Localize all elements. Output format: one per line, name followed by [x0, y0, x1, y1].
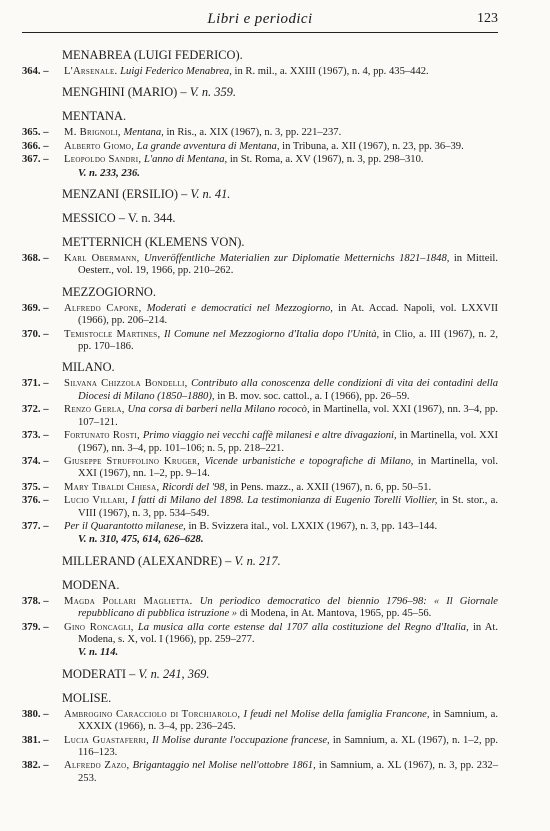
- entry-number: 376. –: [22, 495, 49, 507]
- entry-citation: in At. Modena, s. X, vol. I (1966), pp. 259–277.: [78, 621, 499, 645]
- bibliography-entry: [22, 127, 498, 139]
- entry-author: Magda Pollari Maglietta.: [64, 595, 193, 607]
- subject-heading: [62, 572, 498, 596]
- entry-title: Unveröffentliche Materialien zur Diplomatie Metternichs 1821–1848,: [144, 253, 450, 265]
- entry-see-also: V. n. 310, 475, 614, 626–628.: [78, 534, 204, 546]
- entry-text: [64, 303, 498, 328]
- entry-text: [64, 66, 498, 78]
- entry-number: 375. –: [22, 481, 49, 493]
- entry-citation: in Martinella, vol. XXI (1967), nn. 3–4, pp. 107–121.: [78, 404, 499, 428]
- entry-text: [64, 622, 498, 647]
- bibliography-entry: [22, 378, 498, 403]
- entry-citation: in Martinella, vol. XXI (1967), nn. 1–2, pp. 9–14.: [78, 455, 498, 480]
- entry-number: 369. –: [22, 302, 49, 314]
- entry-number: 378. –: [22, 595, 49, 607]
- entry-citation: in Martinella, vol. XXI (1967), nn. 3–4, pp. 101–106; n. 5, pp. 218–221.: [78, 430, 498, 454]
- subject-heading: [62, 42, 498, 66]
- entry-author: Renzo Gerla,: [64, 404, 125, 416]
- entry-number: 380. –: [22, 708, 49, 720]
- entry-number: 365. –: [22, 127, 49, 139]
- subject-heading: [62, 181, 498, 205]
- entry-author: Lucio Villari,: [64, 495, 129, 507]
- subject-heading: [62, 79, 498, 103]
- entry-author: L'Arsenale.: [64, 66, 118, 77]
- entry-text: [64, 253, 498, 278]
- heading-text: MODENA.: [62, 577, 120, 592]
- entry-number: 373. –: [22, 430, 49, 442]
- entry-citation: in B. mov. soc. cattol., a. I (1966), pp. 26–59.: [217, 390, 410, 402]
- heading-text: MESSICO – V. n. 344.: [62, 211, 176, 226]
- entry-number: 379. –: [22, 621, 49, 633]
- entry-citation: in At. Accad. Napoli, vol. LXXVII (1966), pp. 206–214.: [78, 302, 499, 327]
- entry-author: Lucia Guastaferri,: [64, 734, 150, 746]
- bibliography-entry: [22, 66, 498, 78]
- entry-number: 368. –: [22, 253, 49, 265]
- entry-title: Moderati e democratici nel Mezzogiorno,: [146, 302, 333, 314]
- entry-author: Alberto Giomo,: [64, 140, 135, 152]
- bibliography-entry: [22, 482, 498, 494]
- heading-cross-reference: – V. n. 41.: [177, 187, 231, 202]
- subject-heading: [62, 279, 498, 303]
- heading-text: MENGHINI (MARIO): [62, 85, 178, 100]
- subject-heading: [62, 229, 498, 253]
- entry-number: 372. –: [22, 404, 49, 416]
- entry-text: [64, 127, 498, 139]
- subject-heading: [62, 685, 498, 709]
- heading-text: MENTANA.: [62, 109, 127, 124]
- page-number: 123: [477, 11, 498, 26]
- entry-author: Gino Roncagli,: [64, 621, 134, 633]
- bibliography-entry: [22, 596, 498, 621]
- bibliography-entry: [22, 521, 498, 547]
- subject-heading: [62, 354, 498, 378]
- entry-citation: in Pens. mazz., a. XXII (1967), n. 6, pp. 50–51.: [229, 481, 432, 493]
- entry-author: Alfredo Zazo,: [64, 760, 130, 772]
- entry-title: I fatti di Milano del 1898. La testimonianza di Eugenio Torelli Viollier,: [131, 495, 438, 507]
- entry-citation: in Clio, a. III (1967), n. 2, pp. 170–186.: [78, 328, 498, 353]
- entry-text: [64, 760, 498, 785]
- bibliography-entry: [22, 622, 498, 660]
- entry-title: La grande avventura di Mentana,: [136, 140, 280, 152]
- entry-see-also: V. n. 114.: [78, 647, 119, 659]
- entry-title: La musica alla corte estense dal 1707 alla costituzione del Regno d'Italia,: [137, 621, 469, 633]
- entry-number: 366. –: [22, 140, 49, 152]
- entry-text: [64, 521, 498, 533]
- heading-text: MODERATI: [62, 666, 127, 681]
- entry-author: M. Brignoli,: [64, 127, 121, 139]
- bibliography-entry: [22, 329, 498, 354]
- entry-text: [64, 329, 498, 354]
- entry-text: [64, 154, 498, 166]
- entry-title: Un periodico democratico del biennio 1796–98: « Il Giornale repubblicano di pubblica istruzione »: [78, 595, 498, 620]
- heading-text: MILANO.: [62, 360, 115, 375]
- entry-number: 371. –: [22, 378, 49, 390]
- heading-text: MOLISE.: [62, 690, 112, 705]
- entry-text: [64, 596, 498, 621]
- entry-text: [64, 495, 498, 520]
- entry-title: Luigi Federico Menabrea,: [120, 66, 232, 77]
- heading-text: MENABREA (LUIGI FEDERICO).: [62, 48, 243, 62]
- bibliography-entry: [22, 141, 498, 153]
- entry-citation: in B. Svizzera ital., vol. LXXIX (1967), n. 3, pp. 143–144.: [188, 520, 438, 532]
- heading-cross-reference: – V. n. 217.: [222, 553, 281, 568]
- entry-title: L'anno di Mentana,: [143, 154, 228, 166]
- bibliography-body: [22, 42, 498, 786]
- entry-citation: in St. Roma, a. XV (1967), n. 3, pp. 298–310.: [229, 154, 424, 166]
- running-header: [22, 10, 498, 33]
- entry-text: [64, 456, 498, 481]
- bibliography-entry: [22, 456, 498, 481]
- entry-citation: in R. mil., a. XXIII (1967), n. 4, pp. 435–442.: [234, 66, 429, 77]
- entry-number: 382. –: [22, 760, 49, 772]
- entry-author: Mary Tibaldi Chiesa,: [64, 481, 160, 493]
- entry-title: Vicende urbanistiche e topografiche di Milano,: [204, 455, 414, 467]
- entry-citation: di Modena, in At. Mantova, 1965, pp. 45–56.: [239, 608, 432, 620]
- entry-author: Silvana Chizzola Bondelli,: [64, 378, 188, 390]
- subject-heading: [62, 205, 498, 229]
- heading-cross-reference: – V. n. 359.: [177, 85, 236, 100]
- bibliography-entry: [22, 303, 498, 328]
- entry-citation: in Samnium, a. XL (1967), n. 1–2, pp. 116–123.: [78, 734, 498, 758]
- entry-title: Per il Quarantotto milanese,: [64, 520, 186, 532]
- entry-citation: in Tribuna, a. XII (1967), n. 23, pp. 36–39.: [282, 140, 464, 152]
- entry-number: 364. –: [22, 66, 49, 77]
- heading-cross-reference: – V. n. 241, 369.: [126, 666, 210, 681]
- heading-text: METTERNICH (KLEMENS VON).: [62, 235, 245, 250]
- entry-citation: in St. stor., a. VIII (1967), n. 3, pp. 534–549.: [78, 495, 498, 519]
- entry-see-also: V. n. 233, 236.: [78, 167, 140, 179]
- entry-text: [64, 141, 498, 153]
- entry-text: [64, 709, 498, 734]
- subject-heading: [62, 661, 498, 685]
- bibliography-entry: [22, 760, 498, 785]
- entry-text: [64, 404, 498, 429]
- entry-title: Il Molise durante l'occupazione francese,: [152, 734, 330, 746]
- entry-title: Ricordi del '98,: [162, 481, 228, 493]
- entry-author: Ambrogino Caracciolo di Torchiarolo,: [64, 708, 241, 720]
- running-title: Libri e periodici: [207, 11, 313, 27]
- entry-citation: in Samnium, a. XXXIX (1966), n. 3–4, pp. 236–245.: [78, 708, 498, 733]
- bibliography-entry: [22, 709, 498, 734]
- entry-title: Il Comune nel Mezzogiorno d'Italia dopo l'Unità,: [163, 328, 380, 340]
- entry-text: [64, 430, 498, 455]
- entry-text: [64, 735, 498, 760]
- entry-author: Giuseppe Struffolino Kruger,: [64, 455, 201, 467]
- entry-number: 381. –: [22, 734, 49, 746]
- entry-title: Brigantaggio nel Molise nell'ottobre 1861,: [132, 760, 316, 772]
- heading-text: MILLERAND (ALEXANDRE): [62, 553, 223, 568]
- entry-author: Karl Obermann,: [64, 253, 140, 265]
- heading-text: MENZANI (ERSILIO): [62, 187, 178, 202]
- entry-title: I feudi nel Molise della famiglia Francone,: [243, 708, 430, 720]
- entry-number: 377. –: [22, 520, 49, 532]
- entry-citation: in Samnium, a. XL (1967), n. 3, pp. 232–253.: [78, 760, 498, 784]
- entry-number: 374. –: [22, 455, 49, 467]
- bibliography-entry: [22, 735, 498, 760]
- bibliography-entry: [22, 253, 498, 278]
- entry-number: 367. –: [22, 154, 49, 166]
- entry-citation: in Mitteil. Oesterr., vol. 19, 1966, pp. 210–262.: [78, 253, 498, 277]
- entry-text: [64, 482, 498, 494]
- bibliography-entry: [22, 495, 498, 520]
- entry-title: Contributo alla conoscenza delle condizioni di vita dei contadini della Diocesi di Milano (1850–1880),: [78, 378, 498, 402]
- bibliography-entry: [22, 430, 498, 455]
- subject-heading: [62, 548, 498, 572]
- entry-author: Leopoldo Sandri,: [64, 154, 142, 166]
- subject-heading: [62, 103, 498, 127]
- entry-title: Una corsa di barberi nella Milano rococò,: [127, 404, 310, 416]
- entry-text: [64, 378, 498, 403]
- entry-title: Primo viaggio nei vecchi caffè milanesi e altre divagazioni,: [142, 430, 397, 442]
- bibliography-entry: [22, 154, 498, 180]
- entry-author: Temistocle Martines,: [64, 328, 161, 340]
- entry-author: Fortunato Rosti,: [64, 430, 140, 442]
- entry-number: 370. –: [22, 328, 49, 340]
- bibliography-entry: [22, 404, 498, 429]
- entry-author: Alfredo Capone,: [64, 302, 142, 314]
- entry-title: Mentana,: [123, 127, 164, 139]
- heading-text: MEZZOGIORNO.: [62, 284, 156, 299]
- entry-citation: in Ris., a. XIX (1967), n. 3, pp. 221–237.: [166, 127, 342, 139]
